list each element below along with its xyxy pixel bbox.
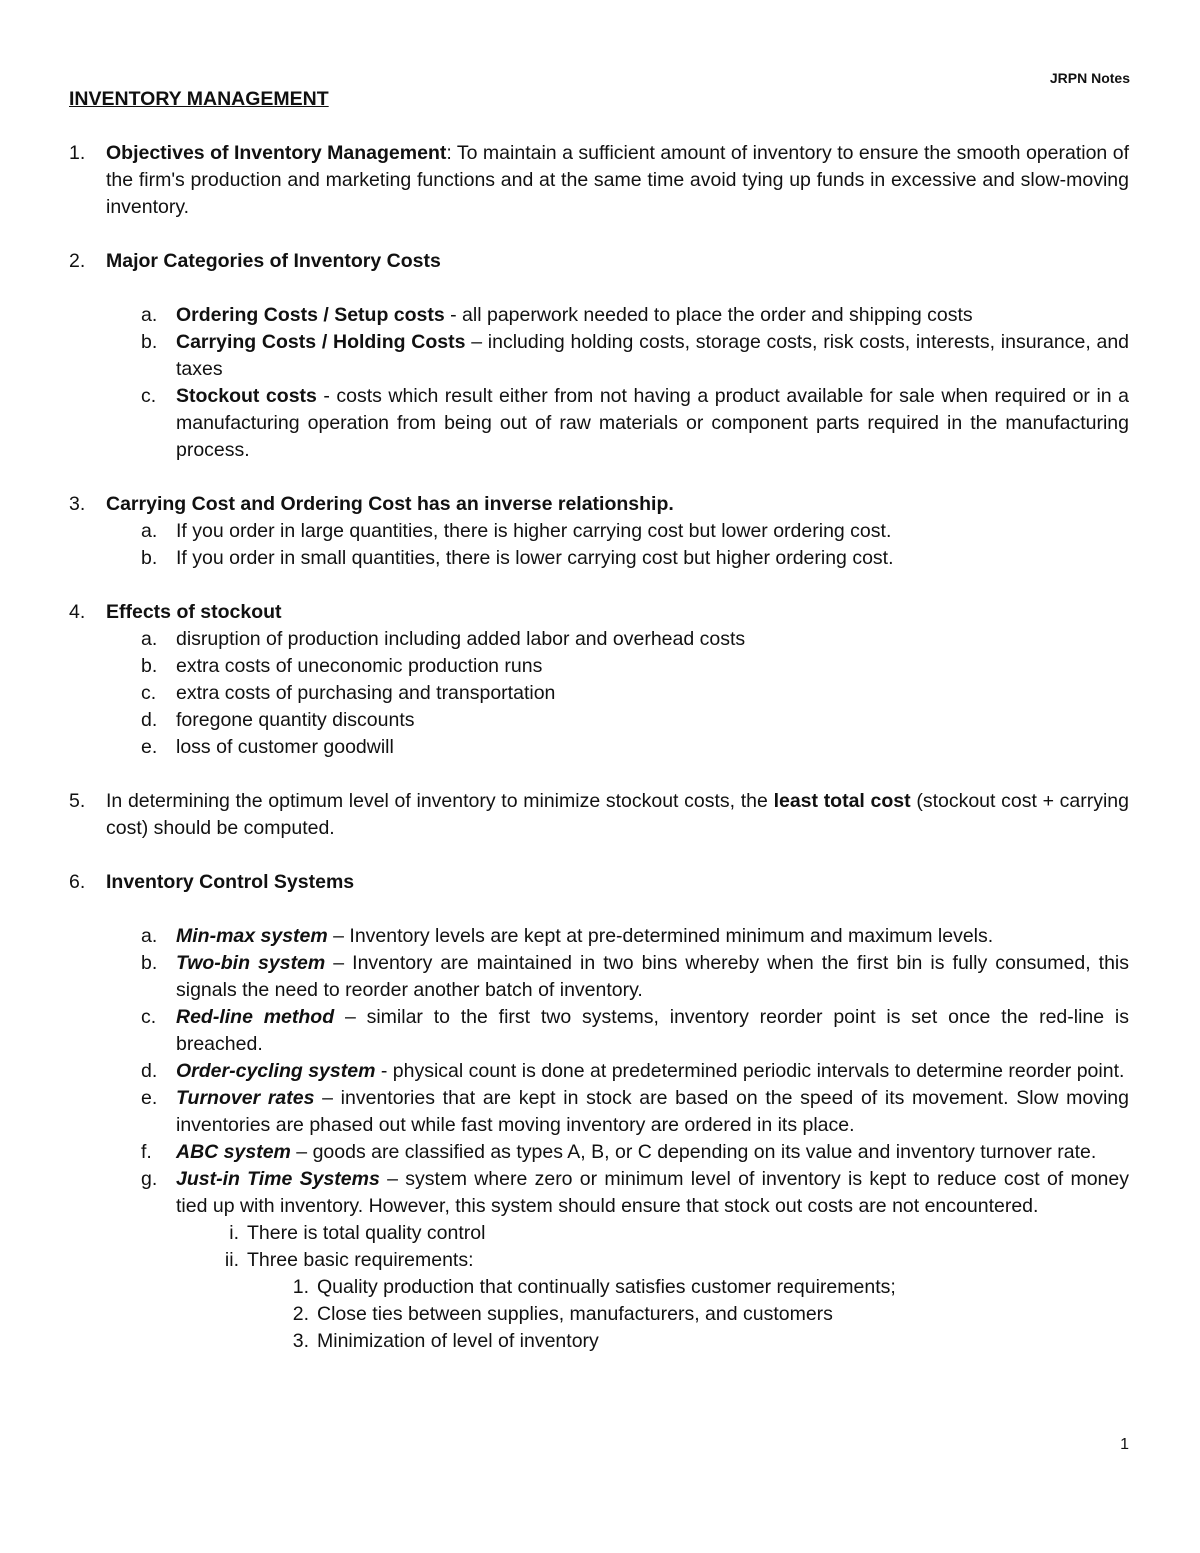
list-term: Min-max system (176, 925, 328, 947)
list-text: If you order in large quantities, there is higher carrying cost but lower ordering cost. (176, 520, 892, 542)
section-number: 1. (69, 142, 86, 164)
list-item (106, 1139, 1129, 1166)
list-item (106, 653, 1129, 680)
section-text: In determining the optimum level of inventory to minimize stockout costs, the (106, 790, 774, 812)
list-text: – Inventory are maintained in two bins whereby when the first bin is fully consumed, this signals the need to reorder another batch of inventory. (176, 952, 1129, 1001)
section-number: 6. (69, 871, 86, 893)
list-text: loss of customer goodwill (176, 736, 394, 758)
list-item (106, 734, 1129, 761)
list-text: – goods are classified as types A, B, or C depending on its value and inventory turnover rate. (290, 1141, 1097, 1163)
list-item (106, 626, 1129, 653)
list-label: d. (141, 709, 158, 731)
list-text: disruption of production including added labor and overhead costs (176, 628, 746, 650)
roman-item (69, 1220, 1129, 1247)
section-heading: Inventory Control Systems (106, 871, 355, 893)
list-term: Turnover rates (176, 1087, 315, 1109)
section-control-systems (69, 869, 1129, 896)
list-label: b. (141, 547, 158, 569)
list-item (106, 1058, 1129, 1085)
section-heading: Effects of stockout (106, 601, 282, 623)
section-heading: Major Categories of Inventory Costs (106, 250, 441, 272)
list-label: c. (141, 1006, 157, 1028)
list-label: e. (141, 736, 158, 758)
document-body (69, 140, 1129, 1355)
list-label: g. (141, 1168, 158, 1190)
section-number: 3. (69, 493, 86, 515)
list-term: ABC system (176, 1141, 291, 1163)
list-item (106, 707, 1129, 734)
list-term: Ordering Costs / Setup costs (176, 304, 445, 326)
requirement-text: Minimization of level of inventory (317, 1330, 599, 1352)
header-note: JRPN Notes (1049, 70, 1130, 86)
list-label: a. (141, 520, 158, 542)
list-text: - all paperwork needed to place the order and shipping costs (444, 304, 973, 326)
requirement-item (69, 1274, 1129, 1301)
section-number: 2. (69, 250, 86, 272)
list-label: b. (141, 952, 158, 974)
section-inverse-relationship (69, 491, 1129, 518)
list-term: Stockout costs (176, 385, 317, 407)
requirement-label: 3. (292, 1330, 309, 1352)
page-title: INVENTORY MANAGEMENT (69, 88, 329, 110)
list-label: a. (141, 925, 158, 947)
section-cost-categories (69, 248, 1129, 275)
list-item (106, 302, 1129, 329)
list-text: – similar to the first two systems, inventory reorder point is set once the red-line is breached. (176, 1006, 1129, 1055)
list-label: f. (141, 1141, 152, 1163)
list-term: Just-in Time Systems (176, 1168, 380, 1190)
list-item (106, 383, 1129, 464)
section-number: 5. (69, 790, 86, 812)
page-number: 1 (1120, 1436, 1129, 1453)
list-text: If you order in small quantities, there is lower carrying cost but higher ordering cost. (176, 547, 894, 569)
list-item (106, 950, 1129, 1004)
list-item (106, 923, 1129, 950)
list-label: d. (141, 1060, 158, 1082)
roman-label: i. (229, 1222, 239, 1244)
list-label: b. (141, 655, 158, 677)
list-label: e. (141, 1087, 158, 1109)
list-label: a. (141, 628, 158, 650)
list-text: – system where zero or minimum level of inventory is kept to reduce cost of money tied up with inventory. However, this system should ensure that stock out costs are not encountered. (176, 1168, 1129, 1217)
requirement-text: Quality production that continually satisfies customer requirements; (317, 1276, 896, 1298)
list-label: b. (141, 331, 158, 353)
list-text: – including holding costs, storage costs, risk costs, interests, insurance, and taxes (176, 331, 1130, 380)
list-text: - costs which result either from not having a product available for sale when required or in a manufacturing operation from being out of raw materials or component parts required in the manufacturing process. (176, 385, 1129, 461)
requirement-item (69, 1301, 1129, 1328)
list-text: extra costs of uneconomic production runs (176, 655, 543, 677)
list-term: Order-cycling system (176, 1060, 376, 1082)
list-label: c. (141, 682, 157, 704)
list-term: Carrying Costs / Holding Costs (176, 331, 466, 353)
list-text: extra costs of purchasing and transportation (176, 682, 556, 704)
requirement-item (69, 1328, 1129, 1355)
section-heading: Carrying Cost and Ordering Cost has an inverse relationship. (106, 493, 674, 515)
list-item (106, 1166, 1129, 1220)
list-item (106, 329, 1129, 383)
section-text: (stockout cost + carrying cost) should be computed. (106, 790, 1129, 839)
requirement-text: Close ties between supplies, manufacturers, and customers (317, 1303, 833, 1325)
list-label: a. (141, 304, 158, 326)
roman-text: There is total quality control (247, 1222, 486, 1244)
list-term: Two-bin system (176, 952, 326, 974)
section-least-total-cost (69, 788, 1129, 842)
requirement-label: 1. (292, 1276, 309, 1298)
roman-item (69, 1247, 1129, 1274)
list-text: – Inventory levels are kept at pre-determined minimum and maximum levels. (327, 925, 994, 947)
section-stockout-effects (69, 599, 1129, 626)
section-emphasis: least total cost (773, 790, 911, 812)
section-number: 4. (69, 601, 86, 623)
list-text: – inventories that are kept in stock are based on the speed of its movement. Slow moving inventories are phased out while fast moving inventory are ordered in its place. (176, 1087, 1129, 1136)
section-heading: Objectives of Inventory Management (106, 142, 447, 164)
section-objectives (69, 140, 1129, 221)
list-label: c. (141, 385, 157, 407)
list-text: - physical count is done at predetermined periodic intervals to determine reorder point. (375, 1060, 1125, 1082)
list-item (106, 1004, 1129, 1058)
roman-text: Three basic requirements: (247, 1249, 474, 1271)
roman-label: ii. (224, 1249, 239, 1271)
list-item (106, 680, 1129, 707)
section-text: : To maintain a sufficient amount of inventory to ensure the smooth operation of the firm's production and marketing functions and at the same time avoid tying up funds in excessive and slow-moving inventory. (106, 142, 1129, 218)
list-item (106, 545, 1129, 572)
list-item (106, 518, 1129, 545)
requirement-label: 2. (292, 1303, 309, 1325)
list-item (106, 1085, 1129, 1139)
list-text: foregone quantity discounts (176, 709, 415, 731)
list-term: Red-line method (176, 1006, 335, 1028)
